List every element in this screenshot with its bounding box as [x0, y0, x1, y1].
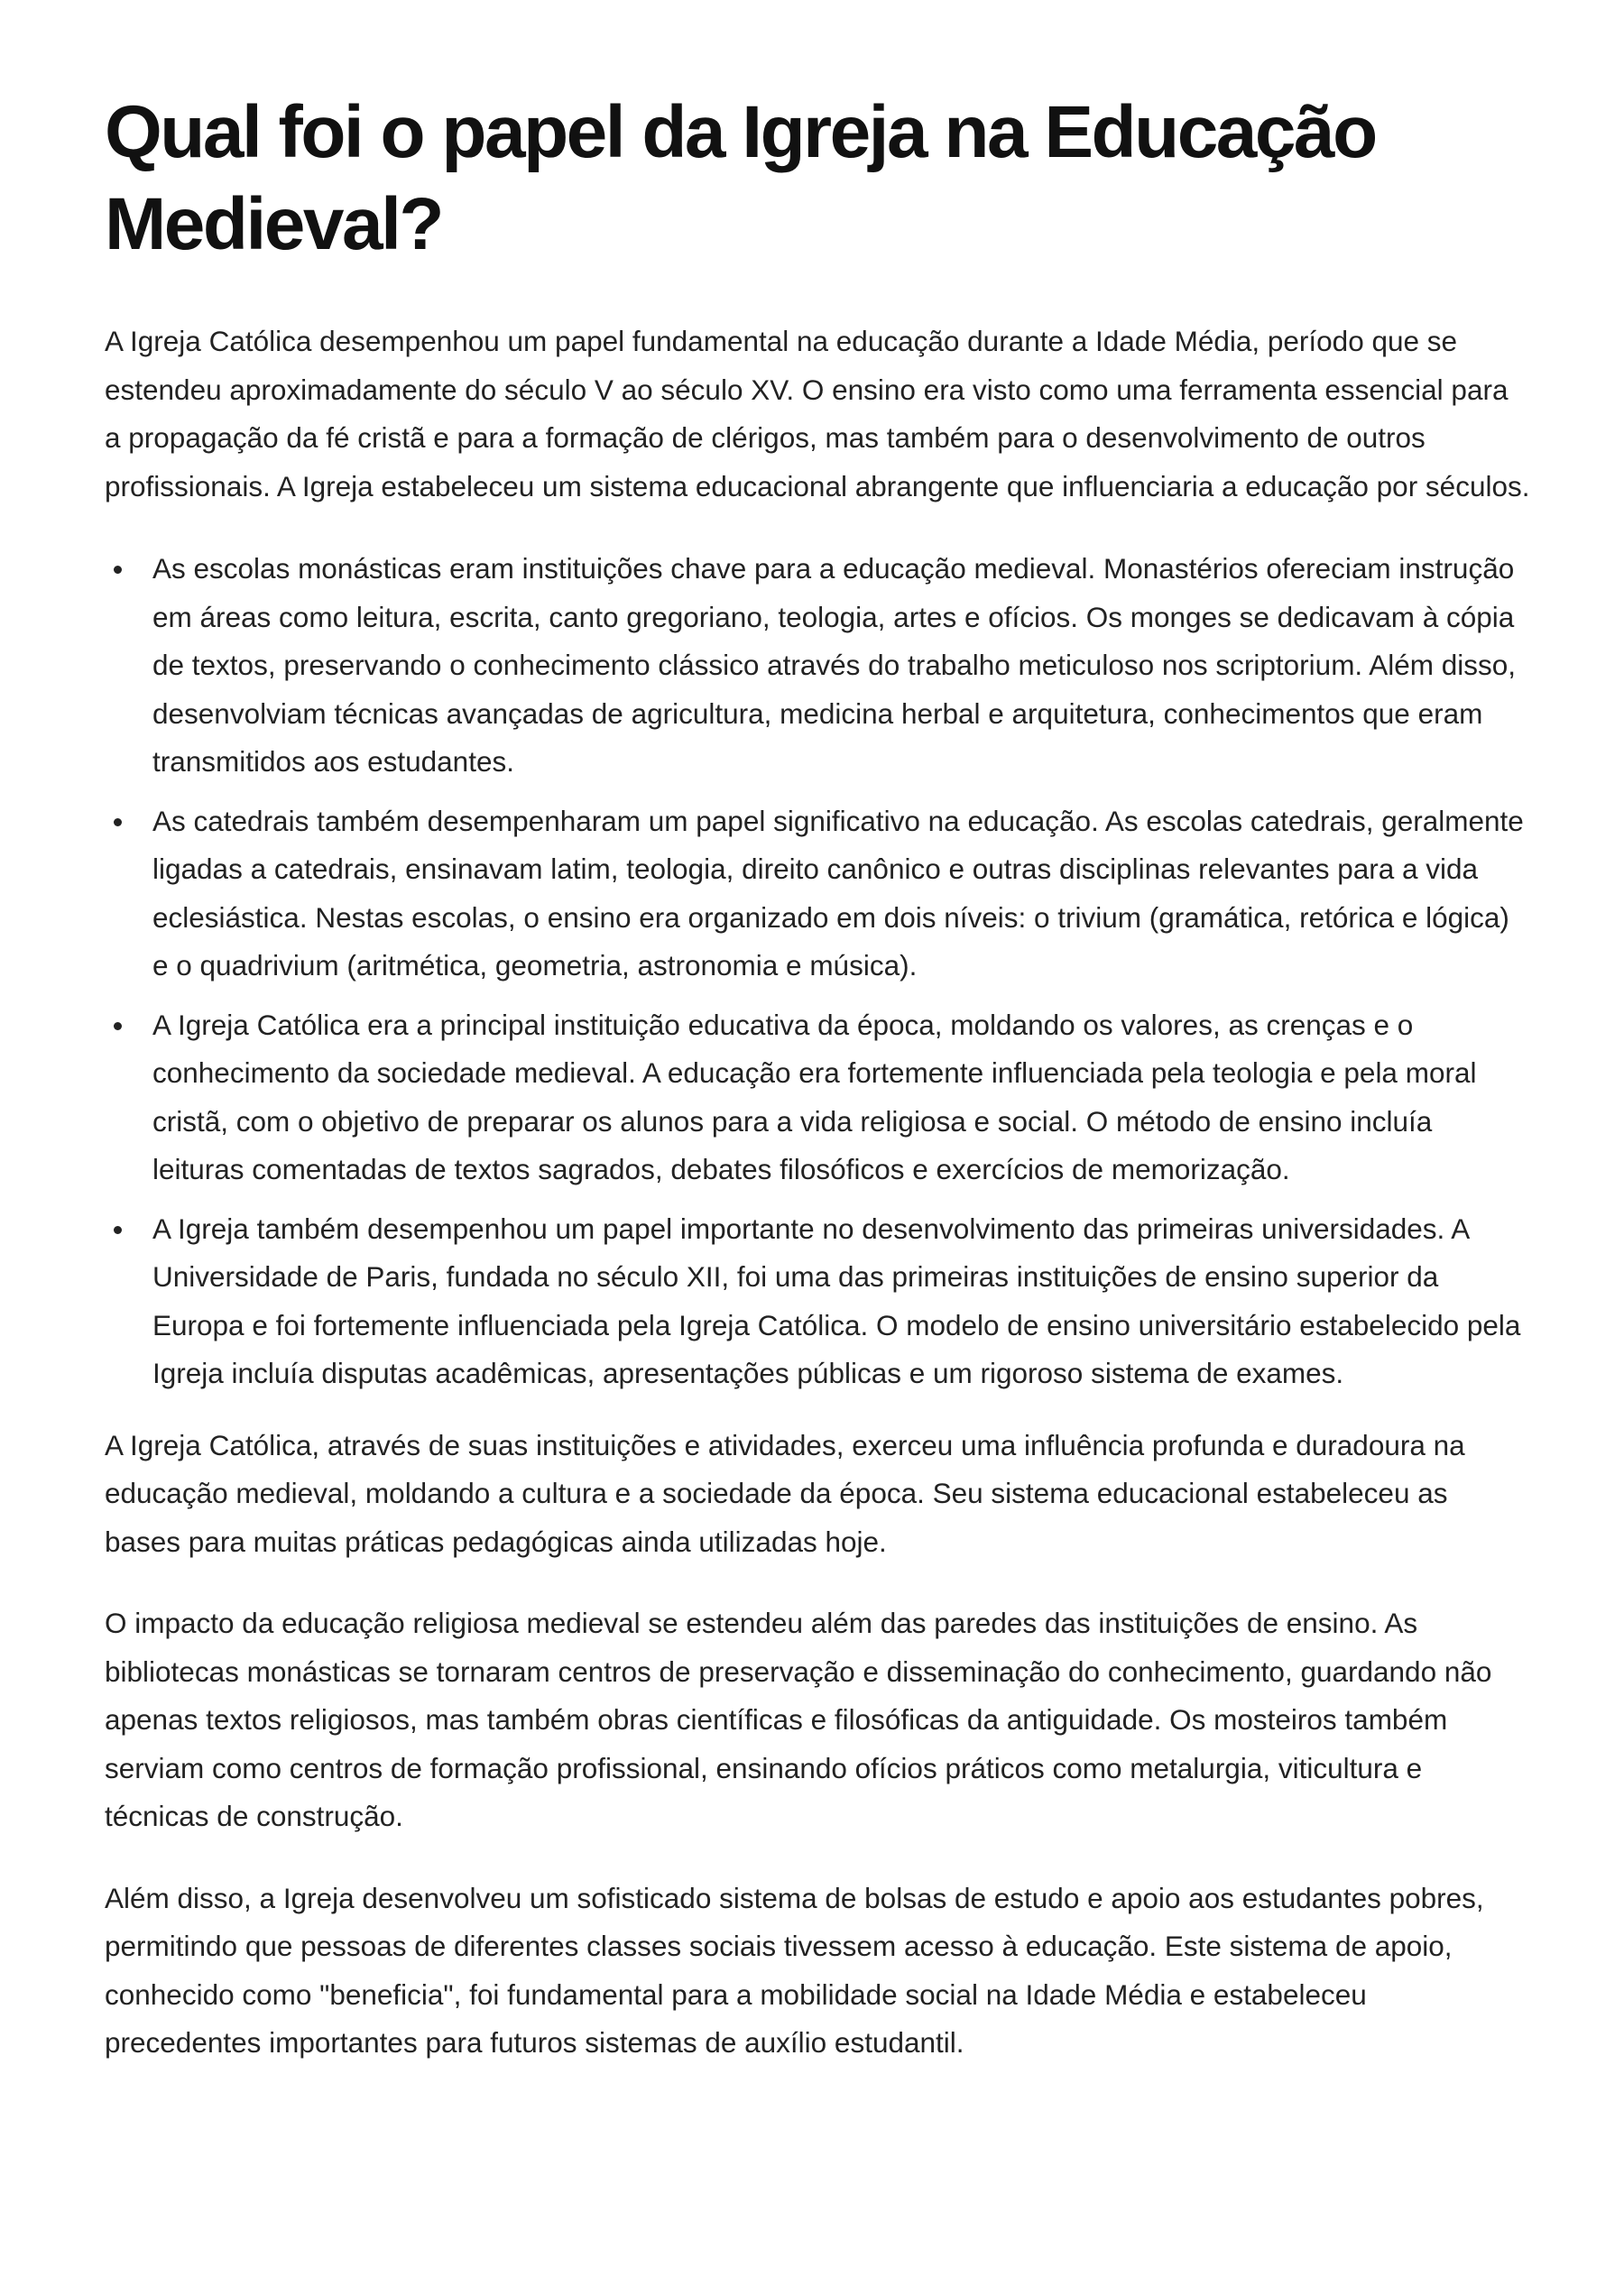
list-item: As catedrais também desempenharam um papel significativo na educação. As escolas catedrais, geralmente ligadas a catedrais, ensinavam latim, teologia, direito canônico e outras disciplinas relevantes para a vida eclesiástica. Nestas escolas, o ensino era organizado em dois níveis: o trivium (gramática, retórica e lógica) e o quadrivium (aritmética, geometria, astronomia e música). [105, 797, 1530, 991]
list-item: A Igreja Católica era a principal instituição educativa da época, moldando os valores, as crenças e o conhecimento da sociedade medieval. A educação era fortemente influenciada pela teologia e pela moral cristã, com o objetivo de preparar os alunos para a vida religiosa e social. O método de ensino incluía leituras comentadas de textos sagrados, debates filosóficos e exercícios de memorização. [105, 1001, 1530, 1194]
list-item: As escolas monásticas eram instituições chave para a educação medieval. Monastérios ofereciam instrução em áreas como leitura, escrita, canto gregoriano, teologia, artes e ofícios. Os monges se dedicavam à cópia de textos, preservando o conhecimento clássico através do trabalho meticuloso nos scriptorium. Além disso, desenvolviam técnicas avançadas de agricultura, medicina herbal e arquitetura, conhecimentos que eram transmitidos aos estudantes. [105, 545, 1530, 787]
intro-paragraph: A Igreja Católica desempenhou um papel fundamental na educação durante a Idade Média, período que se estendeu aproximadamente do século V ao século XV. O ensino era visto como uma ferramenta essencial para a propagação da fé cristã e para a formação de clérigos, mas também para o desenvolvimento de outros profissionais. A Igreja estabeleceu um sistema educacional abrangente que influenciaria a educação por séculos. [105, 325, 1530, 502]
conclusion-paragraph: A Igreja Católica, através de suas instituições e atividades, exerceu uma influência profunda e duradoura na educação medieval, moldando a cultura e a sociedade da época. Seu sistema educacional estabeleceu as bases para muitas práticas pedagógicas ainda utilizadas hoje. [105, 1428, 1465, 1558]
impact-paragraph: O impacto da educação religiosa medieval se estendeu além das paredes das instituições de ensino. As bibliotecas monásticas se tornaram centros de preservação e disseminação do conhecimento, guardando não apenas textos religiosos, mas também obras científicas e filosóficas da antiguidade. Os mosteiros também serviam como centros de formação profissional, ensinando ofícios práticos como metalurgia, viticultura e técnicas de construção. [105, 1607, 1492, 1832]
document-page [105, 87, 1530, 2068]
page-title: Qual foi o papel da Igreja na Educação Medieval? [105, 91, 1376, 265]
bullet-list [105, 545, 1530, 1398]
scholarship-paragraph: Além disso, a Igreja desenvolveu um sofisticado sistema de bolsas de estudo e apoio aos estudantes pobres, permitindo que pessoas de diferentes classes sociais tivessem acesso à educação. Este sistema de apoio, conhecido como "beneficia", foi fundamental para a mobilidade social na Idade Média e estabeleceu precedentes importantes para futuros sistemas de auxílio estudantil. [105, 1881, 1484, 2059]
list-item: A Igreja também desempenhou um papel importante no desenvolvimento das primeiras universidades. A Universidade de Paris, fundada no século XII, foi uma das primeiras instituições de ensino superior da Europa e foi fortemente influenciada pela Igreja Católica. O modelo de ensino universitário estabelecido pela Igreja incluía disputas acadêmicas, apresentações públicas e um rigoroso sistema de exames. [105, 1205, 1530, 1398]
